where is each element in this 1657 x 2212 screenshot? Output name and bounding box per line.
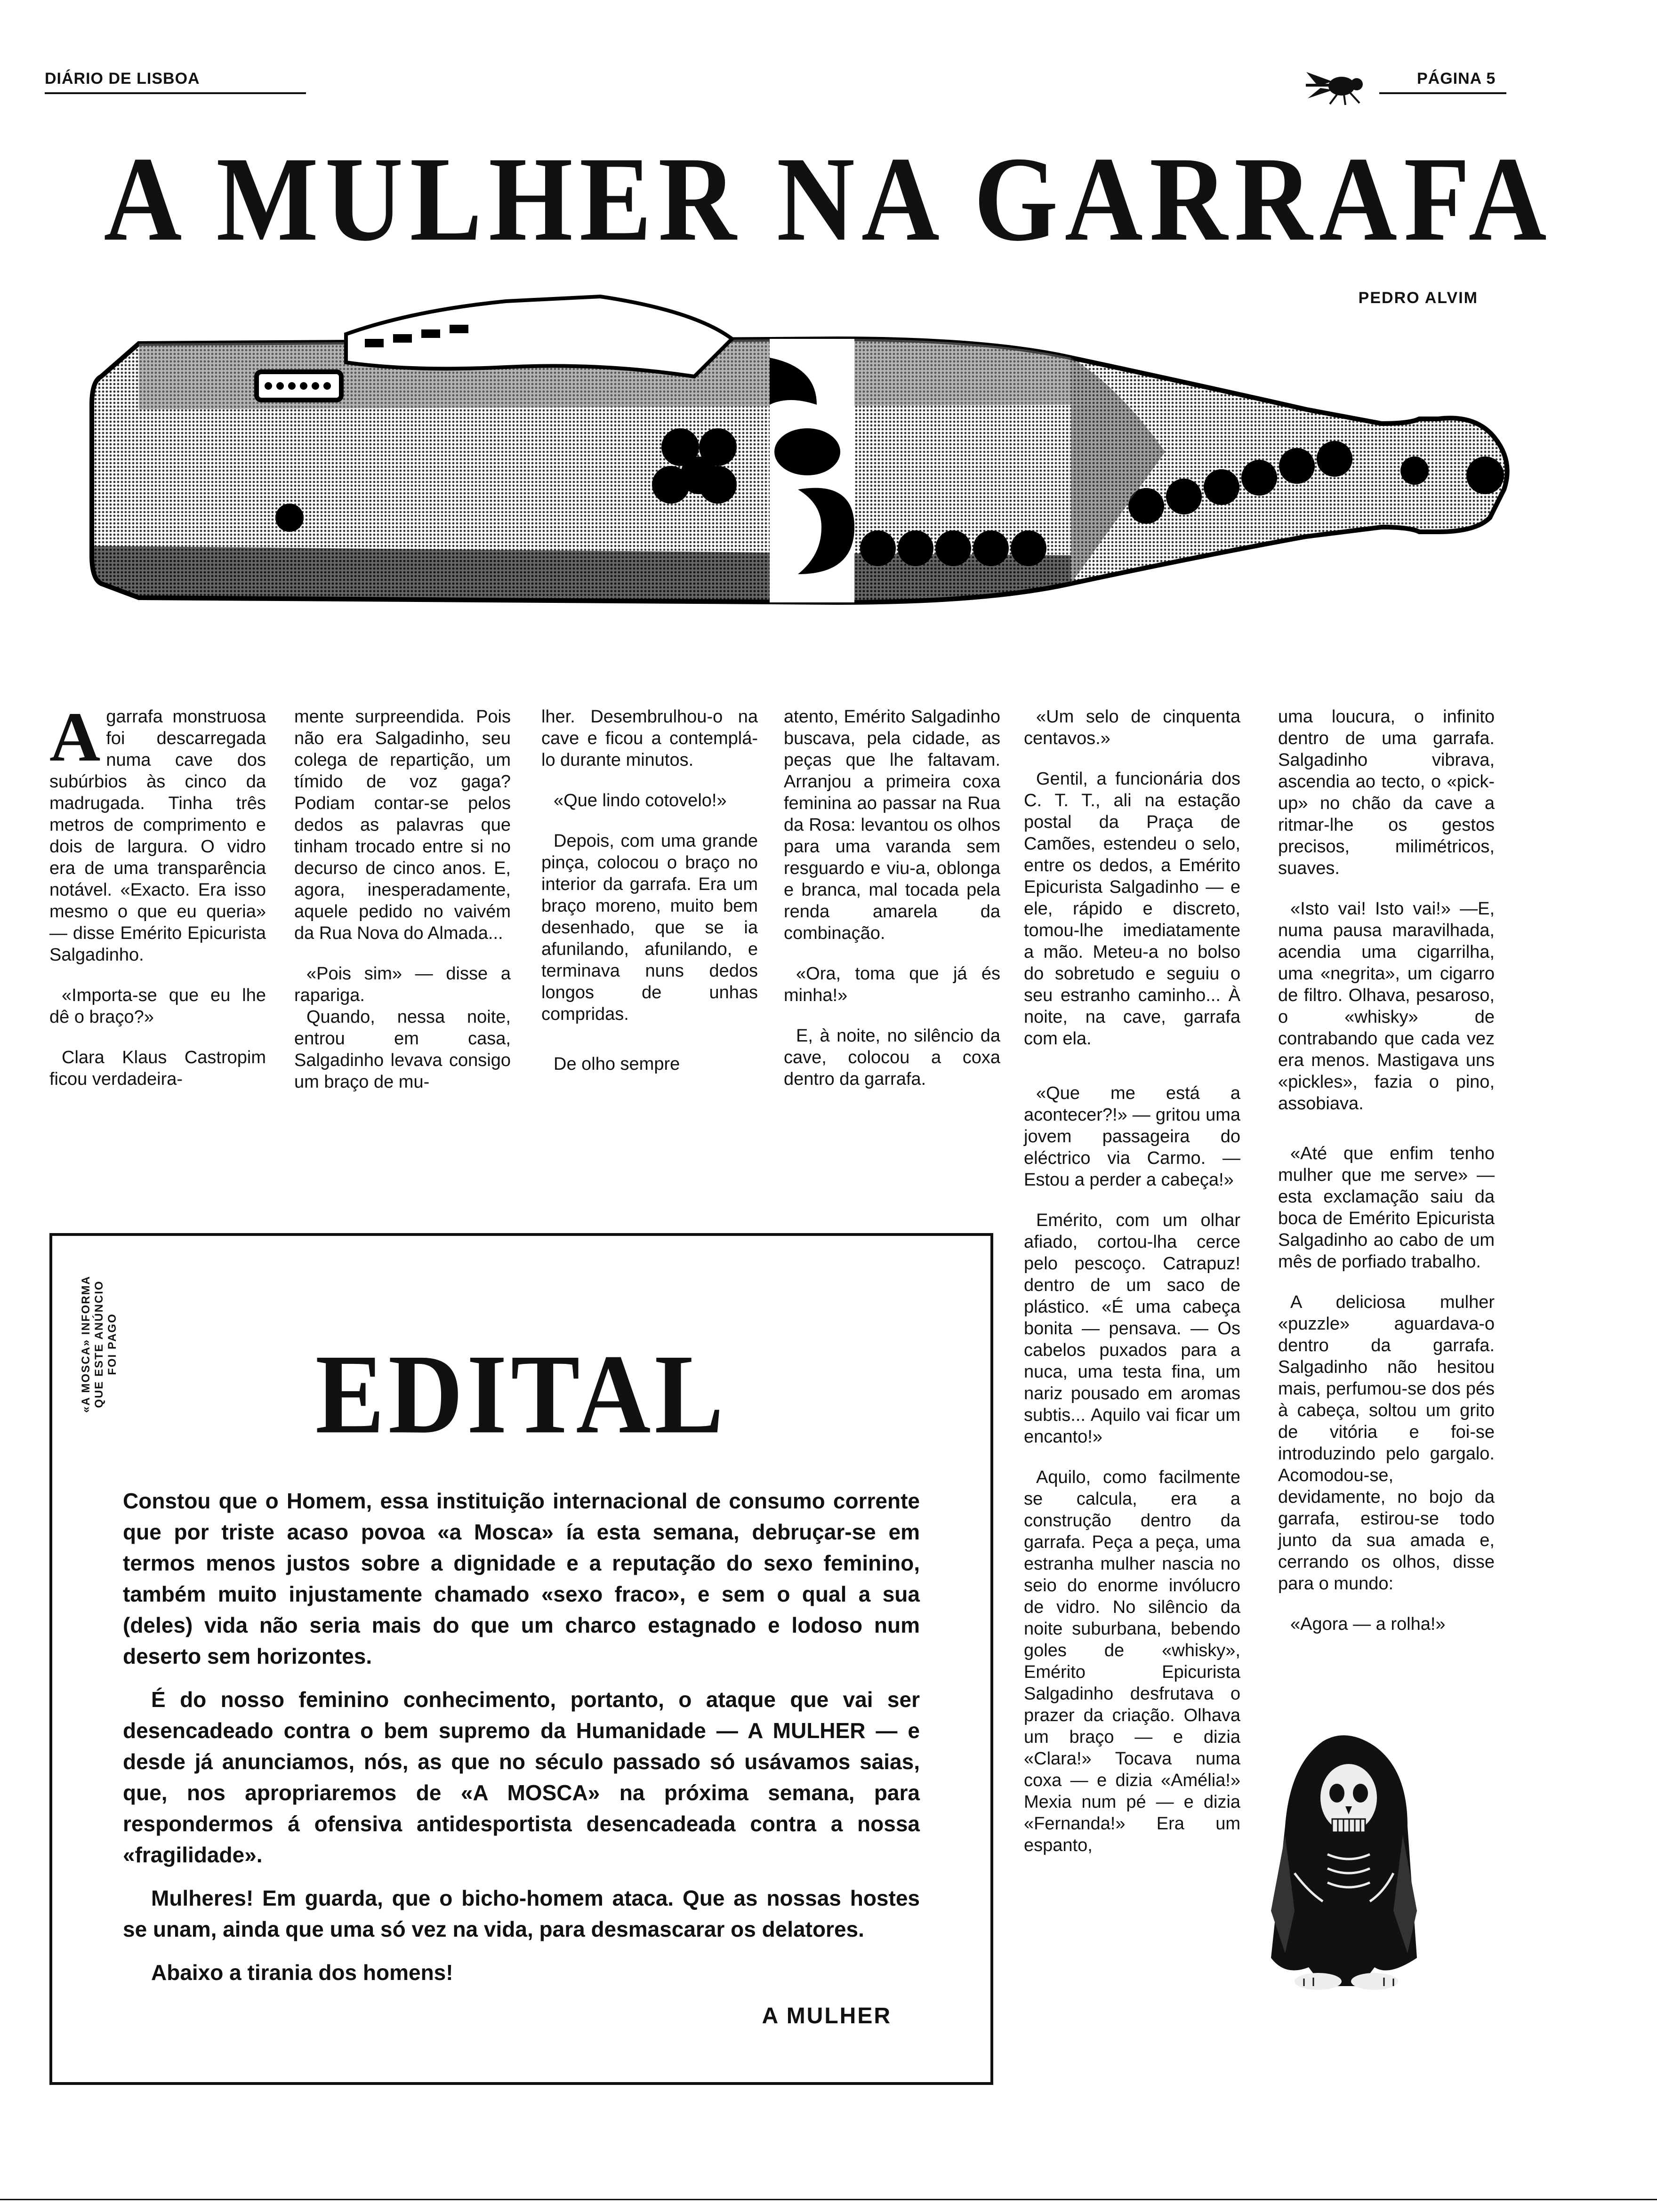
article-column-1: [49, 698, 266, 1109]
edital-paragraph: Mulheres! Em guarda, que o bicho-homem ataca. Que as nossas hostes se unam, ainda que uma só vez na vida, para desmascarar os delatores.: [123, 1886, 920, 1941]
paragraph: garrafa monstruosa foi descarregada numa cave dos subúrbios às cinco da madrugada. Tinha três metros de comprimento e dois de largura. O vidro era de uma transparência notável. «Exacto. Era isso mesmo o que eu queria» — disse Emérito Epicurista Salgadinho.: [49, 707, 266, 965]
paragraph: «Importa-se que eu lhe dê o braço?»: [49, 986, 266, 1027]
article-column-6: [1278, 706, 1495, 1654]
paragraph: Aquilo, como facilmente se calcula, era a construção dentro da garrafa. Peça a peça, uma estranha mulher nascia no seio do enorme invólucro de vidro. No silêncio da noite suburbana, bebendo goles de «whisky», Emérito Epicurista Salgadinho desfrutava o prazer da criação. Olhava um braço — e dizia «Clara!» Tocava numa coxa — e dizia «Amélia!» Mexia num pé — e dizia «Fernanda!» Era um espanto,: [1024, 1467, 1240, 1855]
paragraph: Quando, nessa noite, entrou em casa, Salgadinho levava consigo um braço de mu-: [294, 1007, 511, 1092]
paragraph: «Até que enfim tenho mulher que me serve» — esta exclamação saiu da boca de Emérito Epicurista Salgadinho ao cabo de um mês de porfiado trabalho.: [1278, 1144, 1495, 1272]
paragraph: E, à noite, no silêncio da cave, colocou a coxa dentro da garrafa.: [784, 1026, 1000, 1089]
paragraph: uma loucura, o infinito dentro de uma garrafa. Salgadinho vibrava, ascendia ao tecto, o «pick-up» no chão da cave a ritmar-lhe os gestos precisos, milimétricos, suaves.: [1278, 707, 1495, 878]
fly-icon: [1304, 64, 1375, 106]
paragraph: «Um selo de cinquenta centavos.»: [1024, 707, 1240, 748]
page-number: PÁGINA 5: [1417, 70, 1496, 88]
paragraph: «Agora — a rolha!»: [1290, 1614, 1446, 1634]
article-title: A MULHER NA GARRAFA: [104, 131, 1553, 266]
article-column-5: [1024, 706, 1240, 1875]
article-column-4: [784, 706, 1000, 1109]
bottom-rule: [0, 2199, 1657, 2200]
skeleton-illustration: [1266, 1732, 1422, 1996]
paragraph: «Que lindo cotovelo!»: [554, 791, 727, 810]
paragraph: A deliciosa mulher «puzzle» aguardava-o dentro da garrafa. Salgadinho não hesitou mais, perfumou-se dos pés à cabeça, soltou um grito de vitória e foi-se introduzindo pelo gargalo. Acomodou-se, devidamente, no bojo da garrafa, estirou-se todo junto da sua amada e, cerrando os olhos, disse para o mundo:: [1278, 1292, 1495, 1594]
edital-title: EDITAL: [315, 1330, 728, 1458]
newspaper-name: DIÁRIO DE LISBOA: [45, 70, 200, 88]
paragraph: «Que me está a acontecer?!» — gritou uma jovem passageira do eléctrico via Carmo. — Estou a perder a cabeça!»: [1024, 1083, 1240, 1190]
edital-signature: A MULHER: [762, 2004, 892, 2028]
paragraph: Emérito, com um olhar afiado, cortou-lha cerce pelo pescoço. Catrapuz! dentro de um saco de plástico. «É uma cabeça bonita — pensava. — Os cabelos puxados para a nuca, uma testa fina, um nariz pousado em aromas subtis... Aquilo vai ficar um encanto!»: [1024, 1210, 1240, 1447]
header-rule-right: [1379, 92, 1506, 94]
paragraph: De olho sempre: [554, 1054, 680, 1074]
paragraph: Clara Klaus Castropim ficou verdadeira-: [49, 1048, 266, 1089]
side-note-line: QUE ESTE ANÚNCIO: [93, 1280, 105, 1408]
paragraph: Depois, com uma grande pinça, colocou o braço no interior da garrafa. Era um braço moreno, muito bem desenhado, que se ia afunilando, afunilando, e terminava nuns dedos longos de unhas compridas.: [541, 831, 758, 1024]
edital-paragraph: É do nosso feminino conhecimento, portanto, o ataque que vai ser desencadeado contra o bem supremo da Humanidade — A MULHER — e desde já anunciamos, nós, as que no século passado só usávamos saias, que, nos apropriaremos de «A MOSCA» na próxima semana, para respondermos á ofensiva antidesportista desencadeada contra a nossa «fragilidade».: [123, 1687, 920, 1867]
bottle-illustration: [82, 292, 1518, 664]
article-column-3: [541, 706, 758, 1094]
side-note-line: «A MOSCA» INFORMA: [80, 1275, 92, 1413]
paragraph: mente surpreendida. Pois não era Salgadinho, seu colega de repartição, um tímido de voz gaga? Podiam contar-se pelos dedos as palavras que tinham trocado entre si no decurso de cinco anos. E, agora, inesperadamente, aquele pedido no vaivém da Rua Nova do Almada...: [294, 707, 511, 943]
edital-paragraph: Abaixo a tirania dos homens!: [151, 1960, 453, 1985]
paragraph: «Isto vai! Isto vai!» —E, numa pausa maravilhada, acendia uma cigarrilha, uma «negrita», um cigarro de filtro. Olhava, pesaroso, o «whisky» de contrabando que cada vez era menos. Mastigava uns «pickles», fazia o pino, assobiava.: [1278, 899, 1495, 1114]
paragraph: lher. Desembrulhou-o na cave e ficou a contemplá-lo durante minutos.: [541, 707, 758, 770]
article-column-2: [294, 706, 511, 1112]
paragraph: atento, Emérito Salgadinho buscava, pela cidade, as peças que lhe faltavam. Arranjou a primeira coxa feminina ao passar na Rua da Rosa: levantou os olhos para uma varanda sem resguardo e viu-a, oblonga e branca, mal tocada pela renda amarela da combinação.: [784, 707, 1000, 943]
edital-paragraph: Constou que o Homem, essa instituição internacional de consumo corrente que por triste acaso povoa «a Mosca» ía esta semana, debruçar-se em termos menos justos sobre a dignidade e a reputação do sexo feminino, também muito injustamente chamado «sexo fraco», e sem o qual a sua (deles) vida não seria mais do que um charco estagnado e lodoso num deserto sem horizontes.: [123, 1489, 920, 1668]
paragraph: Gentil, a funcionária dos C. T. T., ali na estação postal da Praça de Camões, estendeu o selo, entre os dedos, a Emérito Epicurista Salgadinho — e ele, rápido e discreto, tomou-lhe imediatamente a mão. Meteu-a no bolso do sobretudo e seguiu o seu estranho caminho... À noite, na cave, garrafa com ela.: [1024, 769, 1240, 1049]
paragraph: «Ora, toma que já és minha!»: [784, 964, 1000, 1005]
edital-box: [49, 1233, 993, 2085]
header-rule-left: [45, 92, 306, 94]
edital-body: [123, 1485, 920, 2000]
drop-cap: A: [49, 698, 101, 776]
side-note-line: FOI PAGO: [106, 1313, 119, 1375]
paragraph: «Pois sim» — disse a rapariga.: [294, 964, 511, 1005]
author-byline: PEDRO ALVIM: [1358, 289, 1478, 307]
